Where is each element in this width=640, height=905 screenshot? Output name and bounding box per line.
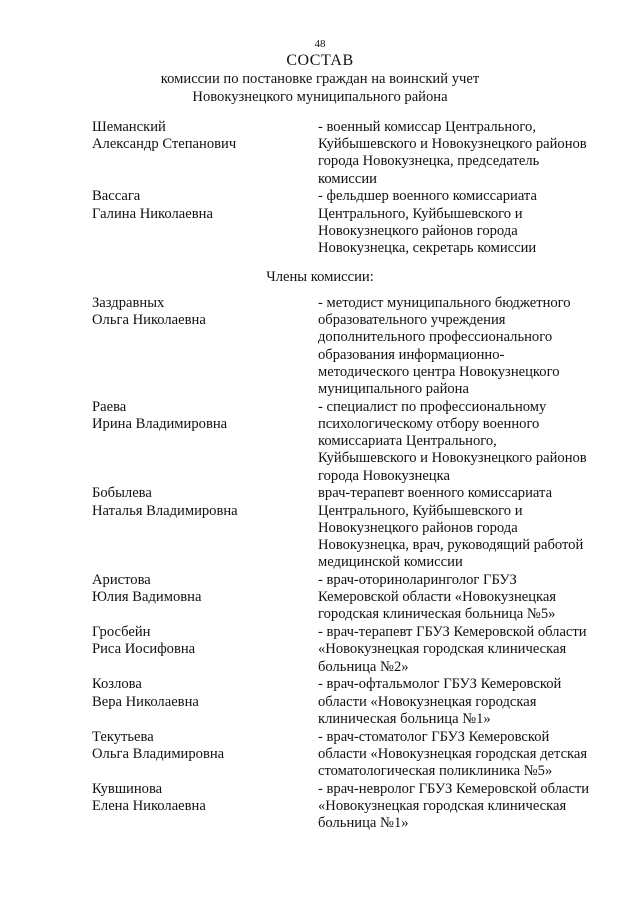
person-role-line: - специалист по профессиональному <box>318 398 547 415</box>
person-role-line: города Новокузнецка <box>318 467 450 484</box>
commission-entry <box>92 572 612 624</box>
person-name <box>92 295 318 398</box>
commission-entry <box>92 676 612 728</box>
person-role <box>318 781 608 833</box>
person-role-line: методического центра Новокузнецкого <box>318 363 560 380</box>
person-role-line: Куйбышевского и Новокузнецкого районов <box>318 450 587 467</box>
person-role-line: - врач-офтальмолог ГБУЗ Кемеровской <box>318 676 562 693</box>
person-name <box>92 781 318 833</box>
person-name-line: Вера Николаевна <box>92 693 199 710</box>
person-role-line: города Новокузнецка, председатель <box>318 153 540 170</box>
commission-entry <box>92 781 612 833</box>
person-role-line: - методист муниципального бюджетного <box>318 295 571 311</box>
person-role-line: больница №1» <box>318 815 409 832</box>
person-name <box>92 676 318 728</box>
person-role-line: комиссии <box>318 170 377 187</box>
person-role-line: - врач-невролог ГБУЗ Кемеровской области <box>318 780 590 797</box>
person-name <box>92 624 318 676</box>
person-role-line: - фельдшер военного комиссариата <box>318 188 537 205</box>
person-name-line: Текутьева <box>92 728 154 745</box>
person-name-line: Гросбейн <box>92 624 151 641</box>
person-role <box>318 119 608 188</box>
person-name <box>92 188 318 257</box>
person-role-line: области «Новокузнецкая городская <box>318 693 537 710</box>
commission-entry <box>92 399 612 485</box>
person-name-line: Елена Николаевна <box>92 798 206 815</box>
person-role-line: клиническая больница №1» <box>318 710 491 727</box>
person-role-line: - врач-оториноларинголог ГБУЗ <box>318 572 517 589</box>
person-role <box>318 676 608 728</box>
person-role <box>318 399 608 485</box>
person-role-line: Новокузнецка, секретарь комиссии <box>318 240 537 257</box>
person-name-line: Кувшинова <box>92 780 163 797</box>
person-role-line: городская клиническая больница №5» <box>318 606 556 623</box>
person-name <box>92 399 318 485</box>
commission-entry <box>92 485 612 571</box>
person-role <box>318 188 608 257</box>
person-role <box>318 729 608 781</box>
person-name-line: Заздравных <box>92 295 165 311</box>
person-name-line: Галина Николаевна <box>92 205 213 222</box>
person-role-line: «Новокузнецкая городская клиническая <box>318 798 567 815</box>
person-name-line: Александр Степанович <box>92 136 237 153</box>
commission-entry <box>92 119 612 188</box>
person-role-line: - врач-терапевт ГБУЗ Кемеровской области <box>318 624 587 641</box>
person-role <box>318 295 608 398</box>
person-role-line: образования информационно- <box>318 346 505 363</box>
person-role <box>318 485 608 571</box>
person-role-line: комиссариата Центрального, <box>318 433 497 450</box>
person-name-line: Шеманский <box>92 119 166 135</box>
person-name <box>92 119 318 188</box>
person-name <box>92 729 318 781</box>
document-subtitle-line: Новокузнецкого муниципального района <box>192 89 448 105</box>
person-role-line: образовательного учреждения <box>318 312 506 329</box>
person-name-line: Аристова <box>92 572 151 589</box>
person-name-line: Ирина Владимировна <box>92 416 228 433</box>
person-role-line: дополнительного профессионального <box>318 329 553 346</box>
person-role-line: Центрального, Куйбышевского и <box>318 502 523 519</box>
members-list <box>92 295 612 833</box>
person-role-line: Центрального, Куйбышевского и <box>318 205 523 222</box>
person-name-line: Козлова <box>92 676 142 693</box>
person-role-line: Новокузнецкого районов города <box>318 222 518 239</box>
person-name-line: Ольга Николаевна <box>92 312 206 329</box>
person-role-line: врач-терапевт военного комиссариата <box>318 485 553 502</box>
person-name-line: Юлия Вадимовна <box>92 589 202 606</box>
person-role-line: психологическому отбору военного <box>318 416 540 433</box>
commission-entry <box>92 188 612 257</box>
members-heading: Члены комиссии: <box>266 269 374 285</box>
page-number: 48 <box>314 38 326 50</box>
leaders-list <box>92 119 612 258</box>
commission-entry <box>92 295 612 398</box>
person-name-line: Наталья Владимировна <box>92 502 238 519</box>
document-title: СОСТАВ <box>286 52 354 69</box>
person-name-line: Вассага <box>92 188 141 205</box>
person-role-line: Новокузнецка, врач, руководящий работой <box>318 537 584 554</box>
commission-entry <box>92 624 612 676</box>
person-role-line: больница №2» <box>318 658 409 675</box>
person-role-line: - врач-стоматолог ГБУЗ Кемеровской <box>318 728 550 745</box>
person-role-line: стоматологическая поликлиника №5» <box>318 763 553 780</box>
person-role-line: Кемеровской области «Новокузнецкая <box>318 589 557 606</box>
person-name-line: Ольга Владимировна <box>92 745 225 762</box>
person-role <box>318 624 608 676</box>
person-name-line: Риса Иосифовна <box>92 641 196 658</box>
person-name <box>92 572 318 624</box>
person-name-line: Бобылева <box>92 485 152 502</box>
person-role-line: Новокузнецкого районов города <box>318 519 518 536</box>
person-role <box>318 572 608 624</box>
commission-entry <box>92 729 612 781</box>
person-role-line: - военный комиссар Центрального, <box>318 119 537 135</box>
document-subtitle-line: комиссии по постановке граждан на воинский учет <box>160 71 480 87</box>
person-role-line: муниципального района <box>318 381 469 398</box>
person-name <box>92 485 318 571</box>
person-name-line: Раева <box>92 398 127 415</box>
person-role-line: области «Новокузнецкая городская детская <box>318 745 588 762</box>
person-role-line: Куйбышевского и Новокузнецкого районов <box>318 136 587 153</box>
person-role-line: «Новокузнецкая городская клиническая <box>318 641 567 658</box>
person-role-line: медицинской комиссии <box>318 554 463 571</box>
